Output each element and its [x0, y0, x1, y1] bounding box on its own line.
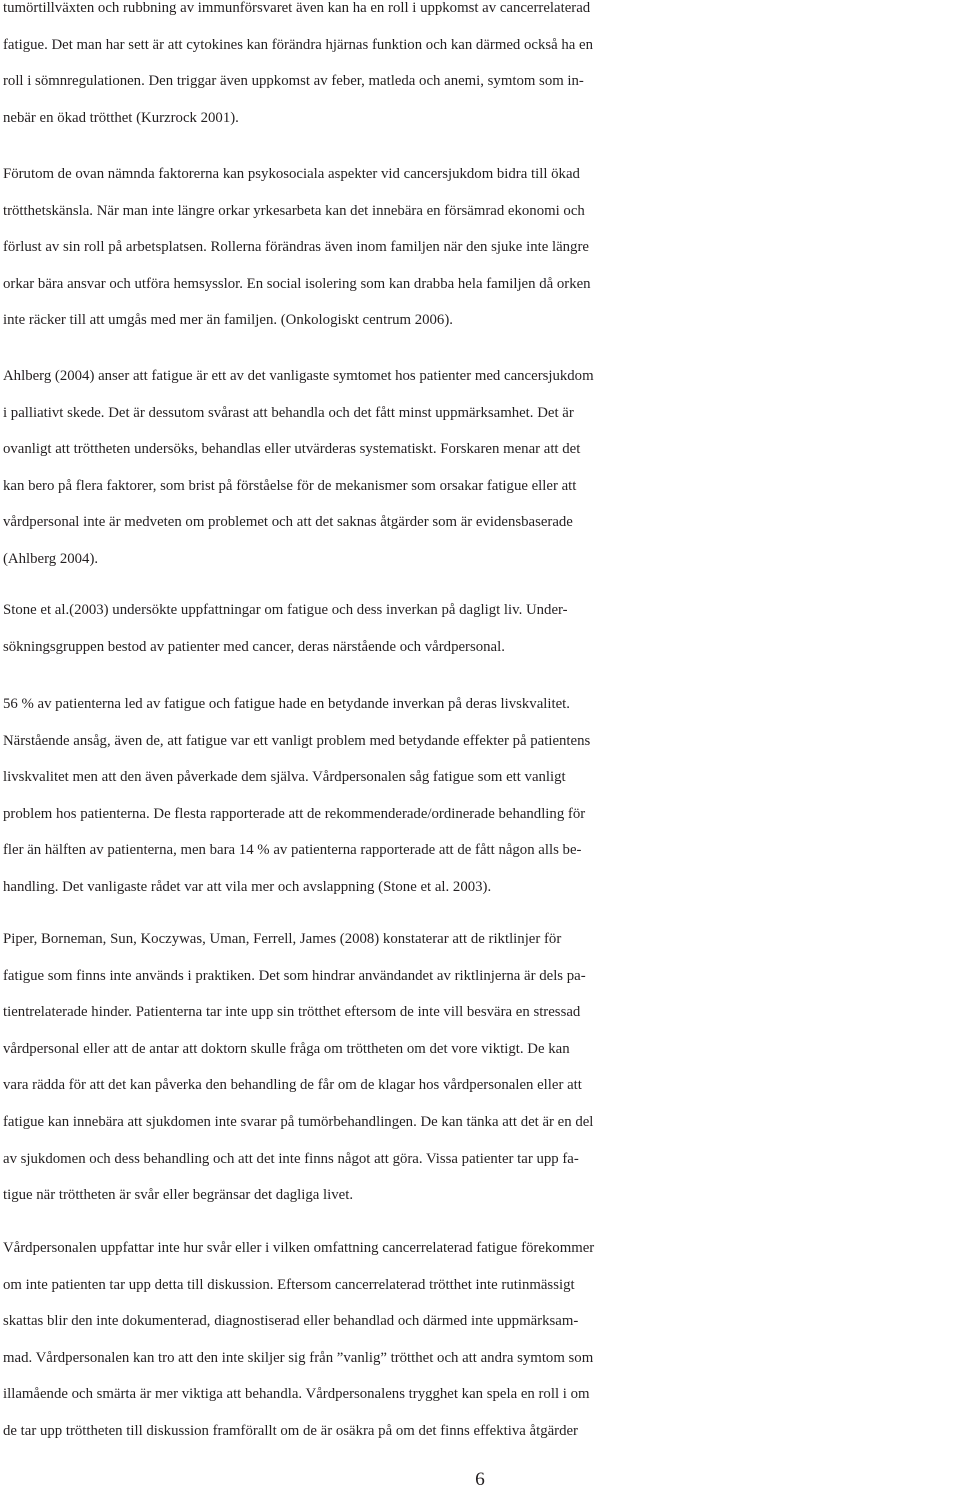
text-line: Stone et al.(2003) undersökte uppfattningar om fatigue och dess inverkan på dagligt liv. Under- — [3, 602, 568, 618]
text-line: Ahlberg (2004) anser att fatigue är ett av det vanligaste symtomet hos patienter med cancersjukdom — [3, 368, 594, 384]
text-line: roll i sömnregulationen. Den triggar även uppkomst av feber, matleda och anemi, symtom som in- — [3, 73, 584, 90]
text-line: (Ahlberg 2004). — [3, 550, 99, 567]
paragraph-vardpersonal — [3, 1230, 960, 1450]
text-line: ovanligt att tröttheten undersöks, behandlas eller utvärderas systematiskt. Forskaren menar att det — [3, 441, 581, 458]
text-line: vårdpersonal eller att de antar att doktorn skulle fråga om tröttheten om det vore viktigt. De kan — [3, 1040, 570, 1057]
text-line: fatigue kan innebära att sjukdomen inte svarar på tumörbehandlingen. De kan tänka att det är en del — [3, 1113, 594, 1130]
text-line: kan bero på flera faktorer, som brist på förståelse för de mekanismer som orsakar fatigue eller att — [3, 477, 577, 494]
text-line: tientrelaterade hinder. Patienterna tar inte upp sin trötthet eftersom de inte vill besvära en stressad — [3, 1004, 581, 1021]
text-line: i palliativt skede. Det är dessutom svårast att behandla och det fått minst uppmärksamhet. Det är — [3, 404, 574, 421]
text-line: inte räcker till att umgås med mer än familjen. (Onkologiskt centrum 2006). — [3, 312, 453, 329]
text-line: Piper, Borneman, Sun, Koczywas, Uman, Ferrell, James (2008) konstaterar att de riktlinjer för — [3, 931, 562, 947]
text-line: skattas blir den inte dokumenterad, diagnostiserad eller behandlad och därmed inte uppmärksam- — [3, 1313, 579, 1330]
text-line: sökningsgruppen bestod av patienter med cancer, deras närstående och vårdpersonal. — [3, 638, 505, 655]
text-line: vara rädda för att det kan påverka den behandling de får om de klagar hos vårdpersonalen eller att — [3, 1077, 582, 1094]
text-line: nebär en ökad trötthet (Kurzrock 2001). — [3, 109, 239, 126]
text-line: Vårdpersonalen uppfattar inte hur svår eller i vilken omfattning cancerrelaterad fatigue förekommer — [3, 1240, 595, 1256]
text-line: av sjukdomen och dess behandling och att det inte finns något att göra. Vissa patienter tar upp fa- — [3, 1150, 579, 1167]
paragraph-piper — [3, 921, 960, 1214]
text-line: 56 % av patienterna led av fatigue och fatigue hade en betydande inverkan på deras livskvalitet. — [3, 696, 570, 712]
text-line: fatigue som finns inte används i praktiken. Det som hindrar användandet av riktlinjerna är dels pa- — [3, 967, 586, 984]
text-line: problem hos patienterna. De flesta rapporterade att de rekommenderade/ordinerade behandling för — [3, 805, 586, 822]
page-number: 6 — [475, 1469, 485, 1490]
text-line: förlust av sin roll på arbetsplatsen. Rollerna förändras även inom familjen när den sjuke inte längre — [3, 239, 589, 256]
text-line: mad. Vårdpersonalen kan tro att den inte skiljer sig från ”vanlig” trötthet och att andra symtom som — [3, 1349, 594, 1366]
text-line: fatigue. Det man har sett är att cytokines kan förändra hjärnas funktion och kan därmed också ha en — [3, 36, 594, 53]
text-line: om inte patienten tar upp detta till diskussion. Eftersom cancerrelaterad trötthet inte rutinmässigt — [3, 1276, 575, 1293]
text-line: Förutom de ovan nämnda faktorerna kan psykosociala aspekter vid cancersjukdom bidra till ökad — [3, 166, 580, 182]
paragraph-cytokines — [3, 0, 960, 136]
paragraph-ahlberg — [3, 358, 960, 578]
paragraph-stone-intro — [3, 592, 960, 665]
text-line: Närstående ansåg, även de, att fatigue var ett vanligt problem med betydande effekter på patientens — [3, 732, 591, 749]
text-line: tigue när tröttheten är svår eller begränsar det dagliga livet. — [3, 1187, 354, 1204]
text-line: handling. Det vanligaste rådet var att vila mer och avslappning (Stone et al. 2003). — [3, 878, 492, 895]
text-line: illamående och smärta är mer viktiga att behandla. Vårdpersonalens trygghet kan spela en roll i om — [3, 1386, 590, 1403]
text-line: fler än hälften av patienterna, men bara 14 % av patienterna rapporterade att de fått någon alls be- — [3, 842, 582, 859]
text-line: trötthetskänsla. När man inte längre orkar yrkesarbeta kan det innebära en försämrad ekonomi och — [3, 202, 585, 219]
paragraph-stone-results — [3, 686, 960, 906]
text-line: vårdpersonal inte är medveten om problemet och att det saknas åtgärder som är evidensbaserade — [3, 514, 573, 531]
text-line: orkar bära ansvar och utföra hemsysslor. En social isolering som kan drabba hela familjen då orken — [3, 275, 591, 292]
text-line: de tar upp tröttheten till diskussion framförallt om de är osäkra på om det finns effektiva åtgärder — [3, 1422, 578, 1439]
paragraph-psychosocial — [3, 156, 960, 339]
text-line: tumörtillväxten och rubbning av immunförsvaret även kan ha en roll i uppkomst av cancerrelaterad — [3, 0, 591, 16]
text-line: livskvalitet men att den även påverkade dem själva. Vårdpersonalen såg fatigue som ett vanligt — [3, 769, 566, 786]
